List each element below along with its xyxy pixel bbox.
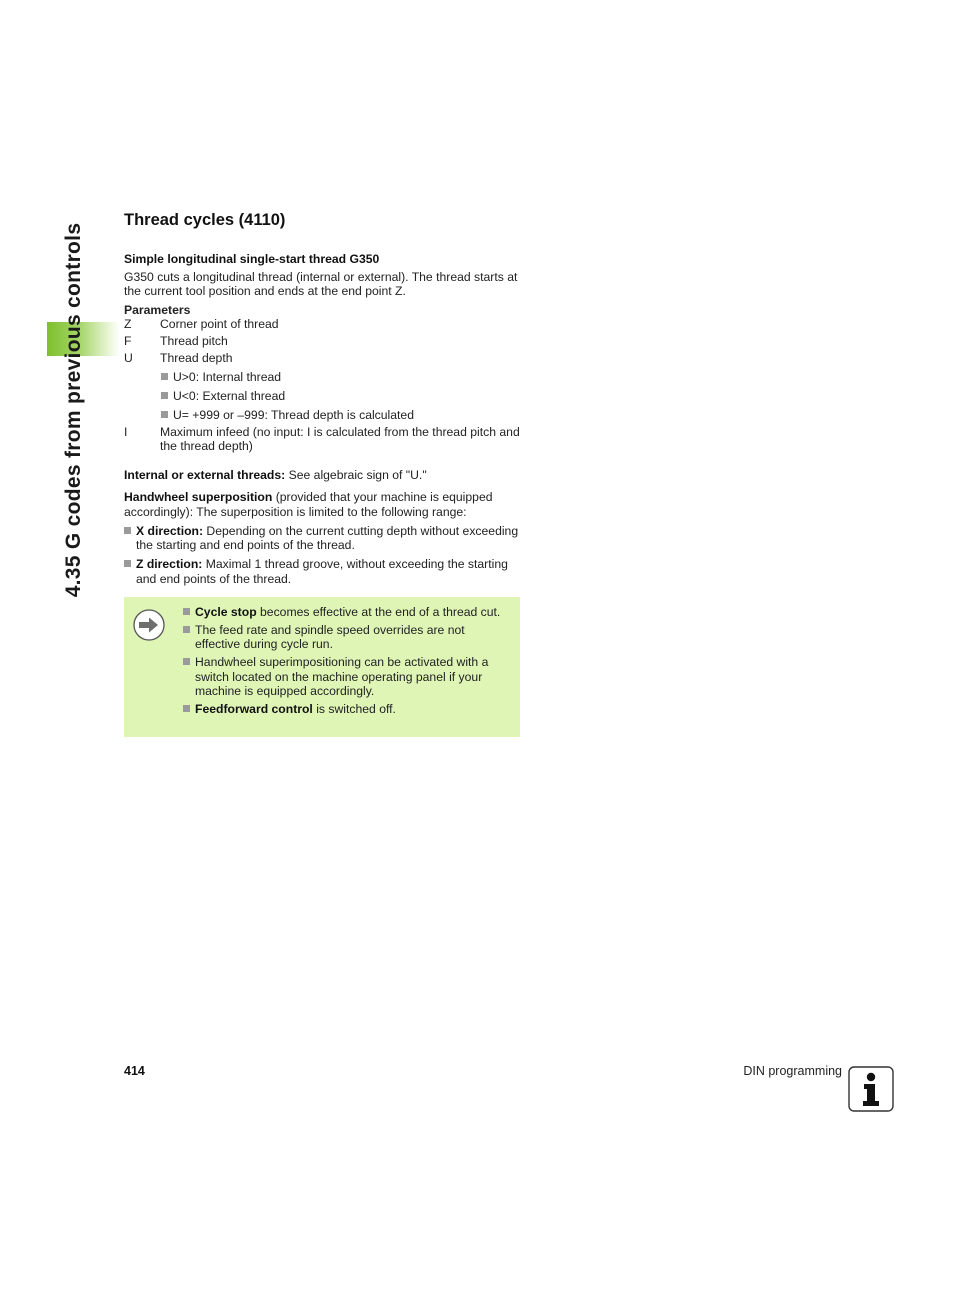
handwheel-label: Handwheel superposition (124, 490, 273, 504)
param-key: Z (124, 317, 132, 331)
list-item (183, 702, 513, 717)
info-icon (848, 1066, 894, 1112)
note-item-text (195, 605, 513, 620)
bullet-square-icon (183, 626, 190, 633)
bullet-square-icon (161, 392, 168, 399)
note-item-rest: The feed rate and spindle speed overrides are not effective during cycle run. (195, 622, 465, 651)
list-item (124, 557, 520, 586)
param-row-u (124, 351, 520, 366)
param-key: I (124, 424, 128, 439)
bullet-square-icon (183, 705, 190, 712)
internal-external-label: Internal or external threads: (124, 467, 286, 482)
page-number: 414 (124, 1064, 145, 1078)
chapter-title-text: 4.35 G codes from previous controls (62, 222, 85, 598)
direction-label: X direction: (136, 523, 204, 538)
bullet-square-icon (124, 560, 131, 567)
param-row-z (124, 317, 520, 332)
param-desc: Thread pitch (160, 334, 228, 348)
u-option-text: U<0: External thread (173, 389, 286, 403)
direction-item-text (136, 524, 520, 553)
param-desc: Thread depth (160, 351, 233, 365)
note-item-text (195, 655, 513, 699)
note-item-bold: Cycle stop (195, 604, 257, 619)
param-key: U (124, 351, 133, 365)
parameters-heading: Parameters (124, 302, 191, 317)
list-item (161, 370, 520, 385)
list-item (161, 389, 520, 404)
u-options-list (161, 370, 520, 423)
note-item-text (195, 702, 513, 717)
direction-text: Depending on the current cutting depth without exceeding the starting and end points of the thread. (136, 523, 519, 552)
bullet-square-icon (183, 658, 190, 665)
list-item (183, 623, 513, 652)
bullet-square-icon (161, 411, 168, 418)
footer-section-name: DIN programming (743, 1064, 842, 1078)
note-list (183, 601, 513, 717)
bullet-square-icon (124, 527, 131, 534)
note-box (124, 597, 520, 737)
handwheel-paragraph (124, 490, 520, 519)
list-item (124, 524, 520, 553)
note-item-rest: is switched off. (312, 702, 396, 716)
list-item (161, 408, 520, 423)
main-content (124, 210, 520, 586)
param-desc: Corner point of thread (160, 317, 279, 331)
direction-label: Z direction: (136, 557, 203, 571)
note-item-bold: Feedforward control (195, 702, 313, 716)
direction-text: Maximal 1 thread groove, without exceeding the starting and end points of the thread. (136, 557, 508, 586)
direction-list (124, 524, 520, 587)
list-item (183, 655, 513, 699)
param-desc: Maximum infeed (no input: I is calculated from the thread pitch and the thread depth) (160, 424, 520, 453)
list-item (183, 605, 513, 620)
section-title: Thread cycles (4110) (124, 211, 286, 229)
param-key: F (124, 334, 132, 348)
u-option-text: U= +999 or –999: Thread depth is calculated (173, 408, 414, 422)
internal-external-text: See algebraic sign of "U." (285, 467, 427, 482)
direction-item-text (136, 557, 520, 586)
subsection-title: Simple longitudinal single-start thread G350 (124, 252, 380, 266)
bullet-square-icon (183, 608, 190, 615)
arrow-right-icon (133, 609, 165, 641)
param-row-f (124, 334, 520, 349)
handwheel-text: (provided that your machine is equipped accordingly): The superposition is limited to the following range: (124, 490, 493, 519)
u-option-text: U>0: Internal thread (173, 370, 282, 384)
intro-paragraph: G350 cuts a longitudinal thread (internal or external). The thread starts at the current tool position and ends at the end point Z. (124, 269, 518, 298)
note-item-rest: Handwheel superimpositioning can be activated with a switch located on the machine operating panel if your machine is equipped accordingly. (195, 655, 489, 698)
note-item-text (195, 623, 513, 652)
param-row-i (124, 425, 520, 454)
internal-external-paragraph (124, 468, 520, 483)
bullet-square-icon (161, 373, 168, 380)
note-item-rest: becomes effective at the end of a thread cut. (256, 604, 501, 619)
